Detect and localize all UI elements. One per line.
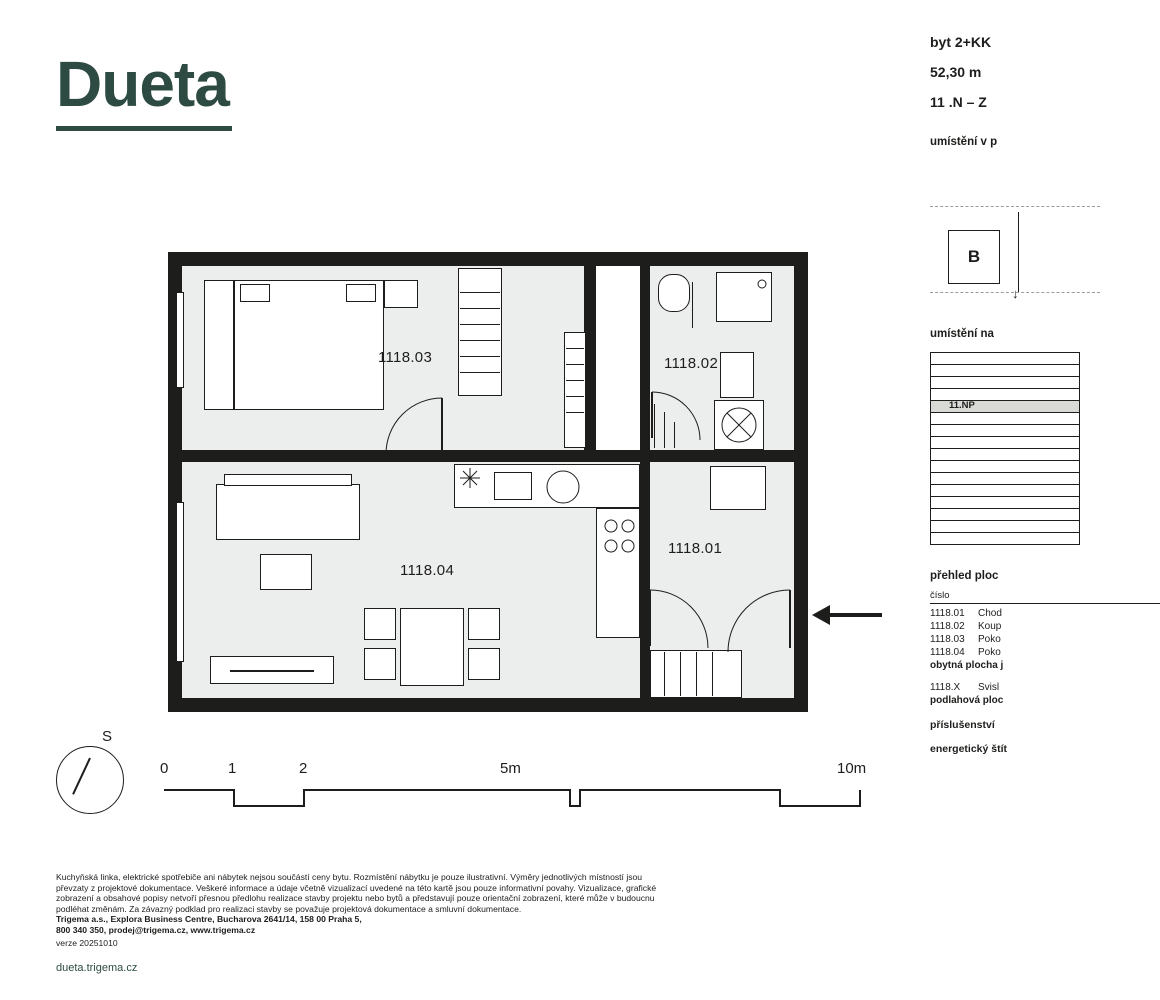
- compass: [56, 728, 126, 806]
- hall-door-arc-left: [650, 590, 708, 648]
- area-name: Poko: [978, 634, 1001, 645]
- scale-tick-10m: 10m: [837, 760, 867, 777]
- floor-row: [930, 424, 1080, 436]
- coffee-table: [260, 554, 312, 590]
- accessories-label: příslušenství: [930, 719, 995, 731]
- nightstand-right: [384, 280, 418, 308]
- floor-row: [930, 508, 1080, 520]
- chair: [468, 648, 500, 680]
- wardrobe-hatch: [460, 340, 500, 341]
- bathroom-hatch: [674, 422, 675, 448]
- floor-row: [930, 352, 1080, 364]
- floor-row: [930, 364, 1080, 376]
- diagram-dashed-top: [930, 206, 1100, 208]
- bathroom-wc: [658, 274, 690, 312]
- unit-info-panel: [930, 34, 1160, 158]
- building-block-letter: B: [948, 230, 1000, 284]
- scale-bar: [160, 760, 880, 810]
- hall-wardrobe-hatch: [566, 348, 584, 349]
- dining-table: [400, 608, 464, 686]
- wall-horizontal-mid: [182, 450, 794, 462]
- entry-closet: [710, 466, 766, 510]
- brand-name: Dueta: [56, 48, 229, 120]
- hall-wardrobe: [564, 332, 586, 448]
- wall-right-upper: [794, 252, 808, 612]
- version-line: verze 20251010: [56, 937, 118, 948]
- company-line: Trigema a.s., Explora Business Centre, Bucharova 2641/14, 158 00 Praha 5,: [56, 914, 362, 925]
- wall-bottom: [168, 698, 808, 712]
- floor-row: [930, 376, 1080, 388]
- area-name: Svisl: [978, 682, 1000, 693]
- floor-area-total: podlahová ploc: [930, 695, 1004, 706]
- sink: [494, 472, 532, 500]
- entry-door-arc: [728, 590, 790, 652]
- floor-row: [930, 436, 1080, 448]
- entrance-arrow-icon: [812, 600, 882, 630]
- floor-row: [930, 520, 1080, 532]
- floor-row: [930, 484, 1080, 496]
- sofa-back: [224, 474, 352, 486]
- area-table-title: přehled ploc: [930, 570, 999, 582]
- footer-disclaimer: [56, 872, 676, 948]
- area-overview-table: [930, 570, 1160, 755]
- unit-area: 52,30 m: [930, 64, 982, 80]
- stove-knob-icon: [460, 468, 480, 488]
- tv-unit-line: [230, 670, 314, 672]
- room-label-1118-02: 1118.02: [664, 355, 719, 372]
- pillow-right: [346, 284, 376, 302]
- shower-drain-icon: [756, 278, 768, 290]
- chair: [364, 648, 396, 680]
- area-code: 1118.01: [930, 608, 965, 619]
- compass-circle: [56, 746, 124, 814]
- bed-headboard: [204, 280, 234, 410]
- wall-vertical-bath: [640, 266, 650, 462]
- area-table-column-header: číslo: [930, 590, 1160, 604]
- chair: [468, 608, 500, 640]
- bathroom-hatch: [664, 412, 665, 448]
- wardrobe-hatch: [460, 372, 500, 373]
- scale-tick-5m: 5m: [500, 760, 521, 777]
- area-code: 1118.02: [930, 621, 965, 632]
- table-row: [930, 646, 1160, 659]
- living-area-total: obytná plocha j: [930, 660, 1004, 671]
- area-code: 1118.X: [930, 682, 961, 693]
- disclaimer-text: Kuchyňská linka, elektrické spotřebiče ani nábytek nejsou součástí ceny bytu. Rozmístění nábytku je pouze ilustrativní. Výměry jednotlivých místností jsou převzaty z projektové dokumentace. Veškeré informace a údaje včetně vizualizací uvedené na této kartě jsou pouze informativní povahy. Vizualizace, grafické zobrazení a obsahové popisy netvoří přesnou předlohu realizace stavby projektu nebo bytů a představují pouze orientační zobrazení, které může v budoucnu podléhat změnám. Za závazný podklad pro realizaci stavby se považuje projektová dokumentace a smluvní dokumentace.: [56, 872, 657, 914]
- table-row: [930, 607, 1160, 620]
- table-row: [930, 633, 1160, 646]
- hall-wardrobe-hatch: [566, 364, 584, 365]
- hob-circle-icon: [544, 468, 582, 506]
- floor-row: [930, 388, 1080, 400]
- energy-label: energetický štít: [930, 743, 1008, 755]
- wall-right-edge: [794, 607, 808, 712]
- room-label-1118-04: 1118.04: [400, 562, 455, 579]
- hall-wardrobe-hatch: [566, 412, 584, 413]
- down-arrow-icon: ↓: [1012, 286, 1019, 301]
- bathroom-hatch: [654, 404, 655, 448]
- floor-row: [930, 448, 1080, 460]
- website-link[interactable]: dueta.trigema.cz: [56, 962, 138, 974]
- brand-underline: [56, 126, 232, 131]
- bathroom-basin: [720, 352, 754, 398]
- position-on-floor-label: umístění na: [930, 328, 994, 340]
- floor-row-active: [930, 400, 1080, 412]
- wardrobe-hatch: [460, 292, 500, 293]
- floor-row: [930, 496, 1080, 508]
- brand-logo: [56, 48, 232, 131]
- cooktop-icon: [600, 514, 638, 564]
- hall-wardrobe-hatch: [566, 396, 584, 397]
- scale-tick-2: 2: [299, 760, 308, 777]
- contact-line: 800 340 350, prodej@trigema.cz, www.trigema.cz: [56, 924, 256, 935]
- sofa: [216, 484, 360, 540]
- rack-hatch: [680, 652, 681, 696]
- area-code: 1118.04: [930, 647, 965, 658]
- wall-top: [168, 252, 808, 266]
- wardrobe-hatch: [460, 324, 500, 325]
- diagram-divider: [1018, 212, 1019, 292]
- floor-row: [930, 460, 1080, 472]
- active-floor-label: 11.NP: [949, 400, 975, 411]
- floor-plan: [168, 252, 808, 712]
- hall-wardrobe-hatch: [566, 380, 584, 381]
- wall-vertical-hall: [640, 462, 650, 698]
- table-row: [930, 620, 1160, 633]
- table-row: [930, 681, 1160, 694]
- wardrobe-hatch: [460, 308, 500, 309]
- unit-floor: 11 .N – Z: [930, 94, 987, 110]
- bathroom-door-arc: [652, 392, 700, 440]
- scale-tick-0: 0: [160, 760, 169, 777]
- room-label-1118-03: 1118.03: [378, 349, 433, 366]
- area-code: 1118.03: [930, 634, 965, 645]
- area-name: Poko: [978, 647, 1001, 658]
- floor-stack-diagram: [930, 352, 1080, 545]
- rack-hatch: [696, 652, 697, 696]
- compass-north-label: S: [102, 728, 113, 745]
- position-in-building-label: umístění v p: [930, 136, 998, 148]
- wardrobe: [458, 268, 502, 396]
- pillow-left: [240, 284, 270, 302]
- rack-hatch: [664, 652, 665, 696]
- scale-bar-graphic: [160, 788, 880, 810]
- floor-row: [930, 412, 1080, 424]
- area-name: Koup: [978, 621, 1002, 632]
- floor-row: [930, 472, 1080, 484]
- floor-row: [930, 532, 1080, 545]
- unit-type: byt 2+KK: [930, 34, 992, 50]
- wardrobe-hatch: [460, 356, 500, 357]
- bath-arrow: [692, 282, 693, 328]
- window-left-top: [176, 292, 184, 388]
- rack-hatch: [712, 652, 713, 696]
- area-name: Chod: [978, 608, 1002, 619]
- room-label-1118-01: 1118.01: [668, 540, 723, 557]
- building-position-diagram: [930, 200, 1130, 310]
- washing-machine-icon: [716, 402, 762, 448]
- window-left-bottom: [176, 502, 184, 662]
- bedroom-door-arc: [386, 398, 442, 454]
- chair: [364, 608, 396, 640]
- scale-tick-1: 1: [228, 760, 237, 777]
